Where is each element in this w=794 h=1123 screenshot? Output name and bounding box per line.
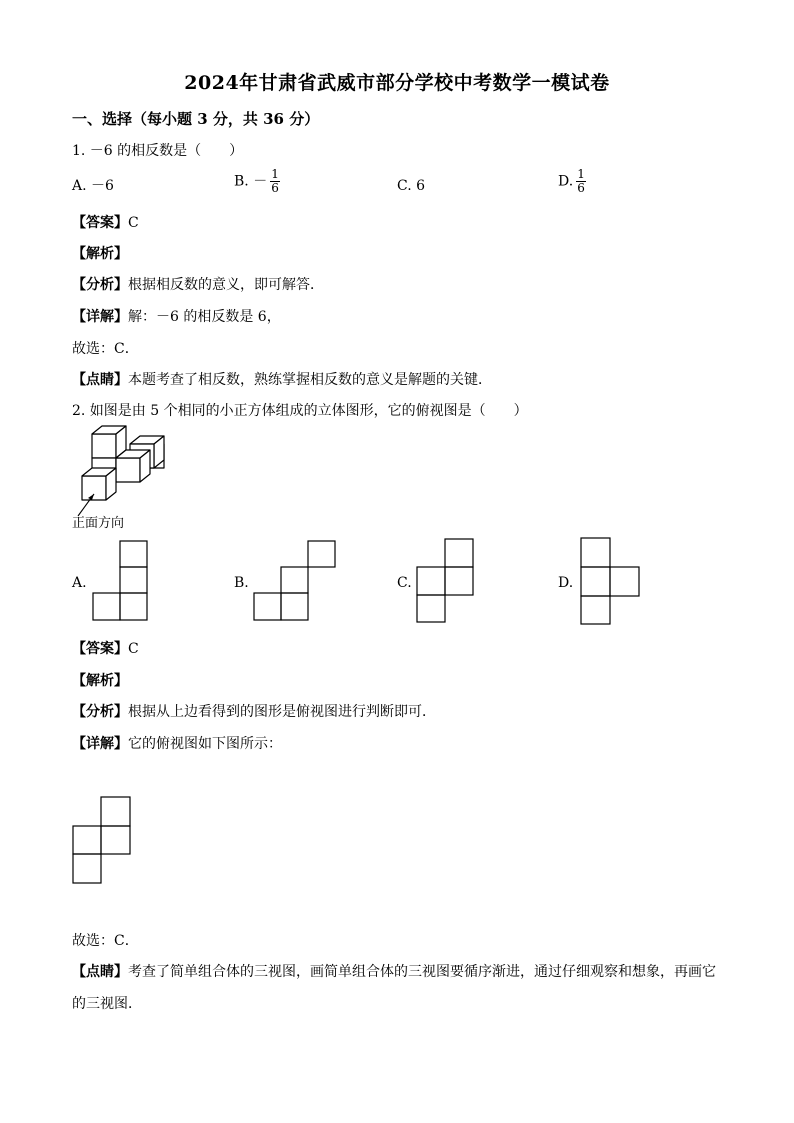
fraction-denominator: 6: [577, 181, 585, 195]
q2-option-c-figure: [417, 538, 475, 624]
q2-option-a-figure: [93, 540, 149, 622]
q1-analysis-tag: 【解析】: [72, 246, 128, 262]
fenxi-text: 根据从上边看得到的图形是俯视图进行判断即可．: [128, 704, 436, 720]
q2-option-c-label: C.: [397, 575, 412, 591]
fraction-numerator: 1: [577, 167, 585, 181]
section-heading: 一、选择（每小题 3 分，共 36 分）: [72, 110, 320, 128]
q2-option-a-label: A.: [72, 575, 87, 591]
dianjing-text: 考查了简单组合体的三视图，画简单组合体的三视图要循序渐进，通过仔细观察和想象，再画它: [128, 964, 716, 980]
q2-dianjing-cont: 的三视图．: [72, 996, 142, 1012]
q2-xiangjie: [72, 735, 282, 753]
xiangjie-text: 解：－6 的相反数是 6，: [128, 309, 281, 325]
page-title: 2024年甘肃省武威市部分学校中考数学一模试卷: [184, 72, 610, 94]
q2-guxuan: 故选：C．: [72, 933, 139, 949]
q2-solid-figure: [72, 424, 172, 504]
q1-stem: 1. －6 的相反数是（ ）: [72, 143, 244, 159]
q1-xiangjie: [72, 308, 281, 326]
q2-option-b-figure: [254, 540, 338, 622]
answer-value: C: [128, 215, 139, 231]
q2-fenxi: [72, 703, 436, 721]
q2-answer-top-view-figure: [72, 796, 132, 886]
dianjing-tag: 【点睛】: [72, 372, 128, 388]
q2-option-d-figure: [580, 537, 642, 627]
q2-stem: 2. 如图是由 5 个相同的小正方体组成的立体图形，它的俯视图是（ ）: [72, 403, 528, 419]
q2-answer: [72, 640, 139, 658]
fenxi-tag: 【分析】: [72, 704, 128, 720]
fraction-numerator: 1: [271, 167, 279, 181]
q1-answer: [72, 214, 139, 232]
q2-caption-front-direction: 正面方向: [72, 516, 125, 531]
q1-dianjing: [72, 371, 492, 389]
q2-option-d-label: D.: [558, 575, 574, 591]
q1-option-d-fraction: [576, 168, 586, 195]
fraction-denominator: 6: [271, 181, 279, 195]
q1-option-b-fraction: [270, 168, 280, 195]
q1-guxuan: 故选：C．: [72, 341, 139, 357]
q1-option-d: [558, 168, 586, 195]
xiangjie-tag: 【详解】: [72, 736, 128, 752]
q2-option-b-label: B.: [234, 575, 249, 591]
q1-fenxi: [72, 276, 324, 294]
answer-tag: 【答案】: [72, 641, 128, 657]
q1-option-b: [234, 168, 280, 195]
xiangjie-text: 它的俯视图如下图所示：: [128, 736, 282, 752]
q1-option-a: A. －6: [72, 178, 114, 194]
q1-option-b-prefix: B. －: [234, 173, 268, 190]
xiangjie-tag: 【详解】: [72, 309, 128, 325]
q1-option-d-prefix: D.: [558, 173, 574, 190]
answer-tag: 【答案】: [72, 215, 128, 231]
q2-dianjing: [72, 963, 716, 981]
dianjing-tag: 【点睛】: [72, 964, 128, 980]
q2-analysis-tag: 【解析】: [72, 673, 128, 689]
answer-value: C: [128, 641, 139, 657]
fenxi-text: 根据相反数的意义，即可解答．: [128, 277, 324, 293]
fenxi-tag: 【分析】: [72, 277, 128, 293]
dianjing-text: 本题考查了相反数，熟练掌握相反数的意义是解题的关键．: [128, 372, 492, 388]
q1-option-c: C. 6: [397, 178, 426, 194]
